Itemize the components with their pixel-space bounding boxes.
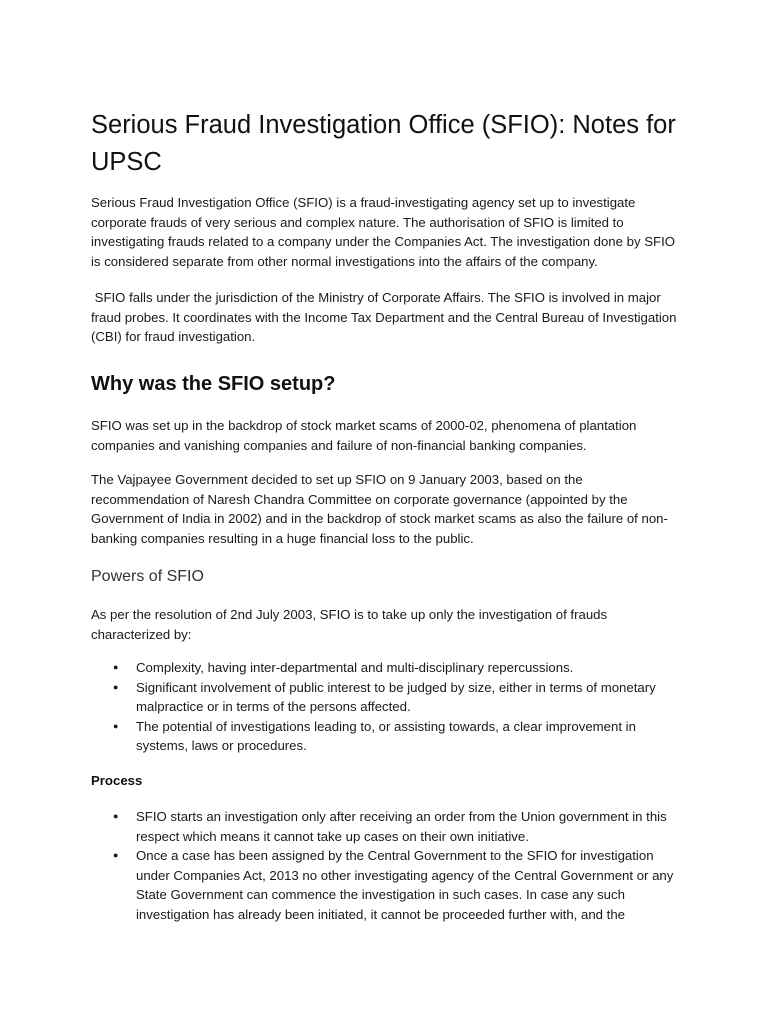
why-paragraph-2: The Vajpayee Government decided to set up SFIO on 9 January 2003, based on the recommendation of Naresh Chandra Committee on corporate governance (appointed by the Government of India in 2002) and in the backdrop of stock market scams as also the failure of non-banking companies resulting in a huge financial loss to the public. [91,472,668,546]
list-item: ● Significant involvement of public interest to be judged by size, either in terms of monetary malpractice or in terms of the persons affected. [91,678,681,717]
intro-paragraph-2: SFIO falls under the jurisdiction of the Ministry of Corporate Affairs. The SFIO is involved in major fraud probes. It coordinates with the Income Tax Department and the Central Bureau of Investigation (CBI) for fraud investigation. [91,290,681,344]
list-item: ● SFIO starts an investigation only after receiving an order from the Union government in this respect which means it cannot take up cases on their own initiative. [91,807,681,846]
why-heading: Why was the SFIO setup? [91,373,336,395]
process-heading: Process [91,773,143,788]
list-item: ● The potential of investigations leading to, or assisting towards, a clear improvement in systems, laws or procedures. [91,717,681,756]
intro-paragraph-1: Serious Fraud Investigation Office (SFIO) is a fraud-investigating agency set up to investigate corporate frauds of very serious and complex nature. The authorisation of SFIO is limited to investigating frauds related to a company under the Companies Act. The investigation done by SFIO is considered separate from other normal investigations into the affairs of the company. [91,195,676,269]
page-title: Serious Fraud Investigation Office (SFIO): Notes for UPSC [91,111,676,176]
powers-intro: As per the resolution of 2nd July 2003, SFIO is to take up only the investigation of frauds characterized by: [91,607,608,642]
list-item: ● Once a case has been assigned by the Central Government to the SFIO for investigation under Companies Act, 2013 no other investigating agency of the Central Government or any State Government can commence the investigation in such cases. In case any such investigation has already been initiated, it cannot be proceeded further with, and the [91,846,681,924]
powers-list [91,658,681,756]
process-list [91,807,681,924]
why-paragraph-1: SFIO was set up in the backdrop of stock market scams of 2000-02, phenomena of plantation companies and vanishing companies and failure of non-financial banking companies. [91,418,637,453]
list-item: ● Complexity, having inter-departmental and multi-disciplinary repercussions. [91,658,681,678]
powers-heading: Powers of SFIO [91,568,204,585]
